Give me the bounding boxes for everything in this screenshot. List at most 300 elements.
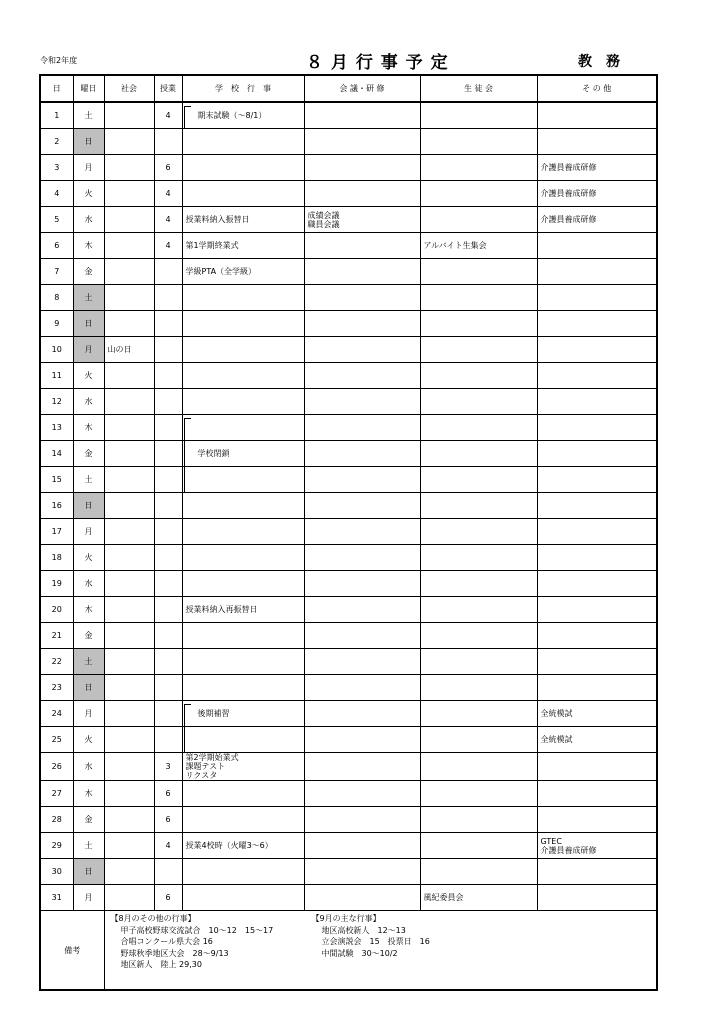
day-cell	[40, 467, 73, 493]
social-cell	[104, 467, 154, 493]
social-cell	[104, 781, 154, 807]
other-cell	[537, 781, 657, 807]
school-event-cell	[182, 701, 304, 727]
meeting-cell	[304, 102, 420, 129]
classes-cell	[154, 311, 182, 337]
table-row	[40, 701, 657, 727]
student-council-cell	[420, 833, 537, 859]
col-header-classes: 授業	[154, 75, 182, 102]
classes-cell	[154, 675, 182, 701]
notes-august-list	[111, 913, 274, 971]
social-cell	[104, 337, 154, 363]
student-council-cell	[420, 859, 537, 885]
fiscal-year-label: 令和2年度	[40, 56, 78, 65]
notes-cell	[104, 911, 657, 991]
weekday-cell-text: 土	[84, 111, 93, 120]
weekday-cell	[73, 807, 104, 833]
other-cell	[537, 259, 657, 285]
meeting-cell	[304, 337, 420, 363]
school-event-cell	[182, 207, 304, 233]
social-cell	[104, 259, 154, 285]
student-council-cell	[420, 623, 537, 649]
day-cell-text: 13	[51, 423, 62, 432]
student-council-cell	[420, 545, 537, 571]
weekday-cell-text: 月	[84, 527, 93, 536]
classes-cell	[154, 155, 182, 181]
meeting-cell	[304, 363, 420, 389]
student-council-cell	[420, 311, 537, 337]
weekday-cell-text: 日	[84, 683, 93, 692]
weekday-cell-text: 日	[84, 319, 93, 328]
table-row	[40, 233, 657, 259]
notes-august-item: 合唱コンクール県大会 16	[120, 937, 213, 946]
social-cell	[104, 545, 154, 571]
other-cell	[537, 389, 657, 415]
table-row	[40, 727, 657, 753]
meeting-cell	[304, 311, 420, 337]
school-event-cell	[182, 781, 304, 807]
other-cell	[537, 545, 657, 571]
weekday-cell	[73, 181, 104, 207]
notes-label-text: 備考	[64, 945, 81, 955]
weekday-cell	[73, 311, 104, 337]
table-row	[40, 129, 657, 155]
social-cell	[104, 155, 154, 181]
school-event-cell	[182, 885, 304, 911]
day-cell-text: 28	[51, 815, 62, 824]
day-cell-text: 26	[51, 762, 62, 771]
classes-cell-text: 3	[165, 762, 171, 771]
classes-cell-text: 6	[165, 893, 171, 902]
student-council-cell	[420, 259, 537, 285]
other-cell	[537, 415, 657, 441]
school-event-cell	[182, 389, 304, 415]
weekday-cell	[73, 727, 104, 753]
student-council-cell	[420, 363, 537, 389]
classes-cell	[154, 102, 182, 129]
other-cell	[537, 493, 657, 519]
weekday-cell-text: 金	[84, 267, 93, 276]
school-event-cell	[182, 545, 304, 571]
school-event-cell-text: 期末試験（～8/1）	[197, 111, 267, 120]
day-cell	[40, 181, 73, 207]
student-council-cell	[420, 727, 537, 753]
day-cell-text: 17	[51, 527, 62, 536]
day-cell	[40, 807, 73, 833]
weekday-cell-text: 日	[84, 501, 93, 510]
table-row	[40, 833, 657, 859]
classes-cell	[154, 389, 182, 415]
table-row	[40, 155, 657, 181]
student-council-cell	[420, 649, 537, 675]
other-cell	[537, 311, 657, 337]
student-council-cell	[420, 781, 537, 807]
meeting-cell	[304, 727, 420, 753]
other-cell	[537, 363, 657, 389]
weekday-cell	[73, 233, 104, 259]
day-cell-text: 9	[54, 319, 60, 328]
school-event-cell-text: 第2学期始業式 課題テスト リクスタ	[185, 753, 239, 780]
weekday-cell	[73, 102, 104, 129]
day-cell	[40, 833, 73, 859]
other-cell-text: 全統模試	[540, 735, 573, 744]
day-cell-text: 21	[51, 631, 62, 640]
social-cell	[104, 675, 154, 701]
school-event-cell	[182, 233, 304, 259]
school-event-cell	[182, 571, 304, 597]
student-council-cell	[420, 129, 537, 155]
col-header-social: 社会	[104, 75, 154, 102]
notes-august-heading: 【8月のその他の行事】	[110, 914, 196, 923]
day-cell	[40, 493, 73, 519]
day-cell-text: 7	[54, 267, 60, 276]
school-event-cell	[182, 519, 304, 545]
table-row	[40, 493, 657, 519]
schedule-table	[39, 74, 658, 991]
school-event-cell	[182, 129, 304, 155]
table-row	[40, 415, 657, 441]
meeting-cell	[304, 597, 420, 623]
weekday-cell	[73, 753, 104, 781]
col-header-weekday: 曜日	[73, 75, 104, 102]
meeting-cell	[304, 807, 420, 833]
classes-cell	[154, 597, 182, 623]
social-cell	[104, 597, 154, 623]
day-cell-text: 18	[51, 553, 62, 562]
student-council-cell	[420, 389, 537, 415]
weekday-cell	[73, 259, 104, 285]
weekday-cell-text: 日	[84, 867, 93, 876]
meeting-cell	[304, 233, 420, 259]
student-council-cell	[420, 597, 537, 623]
day-cell-text: 10	[51, 345, 62, 354]
day-cell	[40, 753, 73, 781]
classes-cell-text: 4	[165, 189, 171, 198]
social-cell	[104, 885, 154, 911]
classes-cell	[154, 519, 182, 545]
classes-cell-text: 6	[165, 815, 171, 824]
student-council-cell	[420, 415, 537, 441]
day-cell-text: 11	[51, 371, 62, 380]
weekday-cell-text: 月	[84, 163, 93, 172]
day-cell-text: 2	[54, 137, 60, 146]
day-cell	[40, 259, 73, 285]
school-event-cell	[182, 833, 304, 859]
student-council-cell	[420, 701, 537, 727]
meeting-cell	[304, 259, 420, 285]
table-row	[40, 207, 657, 233]
other-cell	[537, 807, 657, 833]
notes-september-item: 立会演説会 15 投票日 16	[321, 937, 430, 946]
social-cell	[104, 181, 154, 207]
classes-cell-text: 4	[165, 215, 171, 224]
day-cell	[40, 885, 73, 911]
day-cell-text: 15	[51, 475, 62, 484]
day-cell-text: 5	[54, 215, 60, 224]
day-cell	[40, 102, 73, 129]
social-cell	[104, 519, 154, 545]
weekday-cell-text: 水	[84, 579, 93, 588]
other-cell	[537, 519, 657, 545]
col-header-school-events: 学 校 行 事	[182, 75, 304, 102]
classes-cell	[154, 129, 182, 155]
school-event-cell	[182, 493, 304, 519]
student-council-cell	[420, 102, 537, 129]
meeting-cell	[304, 859, 420, 885]
meeting-cell	[304, 207, 420, 233]
weekday-cell	[73, 833, 104, 859]
bracket-line	[184, 441, 185, 466]
school-event-cell	[182, 807, 304, 833]
table-row	[40, 519, 657, 545]
meeting-cell	[304, 753, 420, 781]
meeting-cell	[304, 675, 420, 701]
school-event-cell	[182, 363, 304, 389]
notes-september-item: 地区高校新人 12～13	[321, 925, 406, 935]
page-title: ８ 月 行 事 予 定	[306, 53, 449, 73]
table-row	[40, 259, 657, 285]
social-cell	[104, 649, 154, 675]
day-cell	[40, 155, 73, 181]
weekday-cell	[73, 155, 104, 181]
student-council-cell	[420, 753, 537, 781]
classes-cell	[154, 623, 182, 649]
table-row	[40, 467, 657, 493]
day-cell	[40, 389, 73, 415]
other-cell	[537, 753, 657, 781]
weekday-cell-text: 月	[84, 345, 93, 354]
weekday-cell	[73, 337, 104, 363]
day-cell-text: 4	[54, 189, 60, 198]
notes-september-item: 中間試験 30～10/2	[321, 948, 398, 958]
school-event-cell	[182, 415, 304, 441]
table-row	[40, 859, 657, 885]
classes-cell	[154, 337, 182, 363]
student-council-cell	[420, 519, 537, 545]
bracket-line	[184, 727, 185, 752]
student-council-cell	[420, 441, 537, 467]
classes-cell	[154, 727, 182, 753]
table-row	[40, 389, 657, 415]
table-row	[40, 781, 657, 807]
school-event-cell-text: 学級PTA（全学級）	[185, 267, 257, 276]
other-cell	[537, 467, 657, 493]
day-cell	[40, 781, 73, 807]
school-event-cell	[182, 597, 304, 623]
school-event-cell	[182, 155, 304, 181]
weekday-cell-text: 火	[84, 189, 93, 198]
day-cell	[40, 649, 73, 675]
weekday-cell	[73, 545, 104, 571]
social-cell	[104, 363, 154, 389]
classes-cell	[154, 285, 182, 311]
bracket-line	[184, 418, 191, 441]
day-cell-text: 31	[51, 893, 62, 902]
day-cell-text: 3	[54, 163, 60, 172]
social-cell	[104, 727, 154, 753]
meeting-cell	[304, 389, 420, 415]
school-event-cell	[182, 181, 304, 207]
social-cell	[104, 389, 154, 415]
col-header-day: 日	[40, 75, 73, 102]
student-council-cell	[420, 337, 537, 363]
classes-cell	[154, 701, 182, 727]
header-row	[40, 75, 657, 102]
day-cell	[40, 727, 73, 753]
day-cell	[40, 311, 73, 337]
weekday-cell	[73, 859, 104, 885]
school-event-cell	[182, 102, 304, 129]
weekday-cell-text: 月	[84, 893, 93, 902]
social-cell	[104, 311, 154, 337]
student-council-cell	[420, 807, 537, 833]
other-cell	[537, 102, 657, 129]
classes-cell-text: 6	[165, 163, 171, 172]
weekday-cell-text: 金	[84, 449, 93, 458]
day-cell	[40, 623, 73, 649]
table-row	[40, 311, 657, 337]
meeting-cell	[304, 493, 420, 519]
day-cell	[40, 415, 73, 441]
classes-cell	[154, 493, 182, 519]
day-cell	[40, 519, 73, 545]
other-cell	[537, 727, 657, 753]
meeting-cell	[304, 467, 420, 493]
other-cell-text: 全統模試	[540, 709, 573, 718]
weekday-cell	[73, 701, 104, 727]
notes-august-item: 地区新人 陸上 29,30	[120, 960, 202, 969]
weekday-cell-text: 火	[84, 553, 93, 562]
classes-cell	[154, 207, 182, 233]
notes-label	[40, 911, 104, 991]
day-cell	[40, 207, 73, 233]
student-council-cell	[420, 155, 537, 181]
table-row	[40, 571, 657, 597]
day-cell-text: 29	[51, 841, 62, 850]
other-cell	[537, 181, 657, 207]
weekday-cell-text: 月	[84, 709, 93, 718]
school-event-cell	[182, 859, 304, 885]
student-council-cell	[420, 181, 537, 207]
student-council-cell	[420, 493, 537, 519]
day-cell	[40, 233, 73, 259]
other-cell-text: GTEC 介護員養成研修	[540, 836, 597, 855]
meeting-cell	[304, 155, 420, 181]
weekday-cell-text: 金	[84, 815, 93, 824]
social-cell	[104, 102, 154, 129]
day-cell	[40, 675, 73, 701]
classes-cell-text: 6	[165, 789, 171, 798]
social-cell	[104, 493, 154, 519]
day-cell	[40, 571, 73, 597]
school-event-cell	[182, 649, 304, 675]
meeting-cell	[304, 415, 420, 441]
school-event-cell-text: 授業料納入振替日	[185, 215, 250, 224]
weekday-cell-text: 土	[84, 657, 93, 666]
school-event-cell-text: 学校閉鎖	[197, 449, 230, 458]
classes-cell	[154, 233, 182, 259]
classes-cell	[154, 885, 182, 911]
day-cell	[40, 441, 73, 467]
weekday-cell-text: 火	[84, 735, 93, 744]
day-cell-text: 27	[51, 789, 62, 798]
bracket-line	[184, 467, 185, 492]
other-cell	[537, 207, 657, 233]
meeting-cell	[304, 571, 420, 597]
social-cell	[104, 859, 154, 885]
weekday-cell-text: 日	[84, 137, 93, 146]
social-cell	[104, 441, 154, 467]
table-row	[40, 807, 657, 833]
other-cell	[537, 285, 657, 311]
school-event-cell	[182, 753, 304, 781]
table-row	[40, 285, 657, 311]
other-cell	[537, 623, 657, 649]
meeting-cell	[304, 885, 420, 911]
day-cell	[40, 701, 73, 727]
meeting-cell	[304, 181, 420, 207]
meeting-cell	[304, 623, 420, 649]
day-cell	[40, 597, 73, 623]
day-cell	[40, 545, 73, 571]
day-cell-text: 22	[51, 657, 62, 666]
classes-cell-text: 4	[165, 241, 171, 250]
weekday-cell	[73, 207, 104, 233]
meeting-cell	[304, 129, 420, 155]
table-row	[40, 597, 657, 623]
table-row	[40, 441, 657, 467]
notes-september-heading: 【9月の主な行事】	[311, 914, 381, 923]
weekday-cell	[73, 675, 104, 701]
social-cell	[104, 833, 154, 859]
table-row	[40, 545, 657, 571]
weekday-cell-text: 火	[84, 371, 93, 380]
day-cell	[40, 337, 73, 363]
day-cell-text: 14	[51, 449, 62, 458]
weekday-cell-text: 木	[84, 423, 93, 432]
notes-august-item: 甲子高校野球交流試合 10～12 15～17	[120, 925, 274, 935]
bracket-line	[184, 704, 191, 727]
student-council-cell	[420, 885, 537, 911]
table-row	[40, 181, 657, 207]
student-council-cell	[420, 467, 537, 493]
weekday-cell-text: 土	[84, 841, 93, 850]
classes-cell	[154, 181, 182, 207]
social-cell	[104, 807, 154, 833]
department-label: 教 務	[578, 54, 620, 70]
school-event-cell-text: 後期補習	[197, 709, 230, 718]
other-cell	[537, 885, 657, 911]
classes-cell	[154, 571, 182, 597]
meeting-cell	[304, 285, 420, 311]
other-cell	[537, 597, 657, 623]
day-cell-text: 30	[51, 867, 62, 876]
weekday-cell-text: 木	[84, 789, 93, 798]
table-row	[40, 102, 657, 129]
weekday-cell	[73, 649, 104, 675]
social-cell	[104, 415, 154, 441]
weekday-cell	[73, 467, 104, 493]
other-cell	[537, 337, 657, 363]
notes-september-list	[312, 913, 430, 959]
social-cell	[104, 701, 154, 727]
weekday-cell-text: 土	[84, 475, 93, 484]
day-cell-text: 25	[51, 735, 62, 744]
meeting-cell-text: 成績会議 職員会議	[307, 210, 340, 229]
weekday-cell	[73, 129, 104, 155]
notes-row	[40, 911, 657, 991]
other-cell	[537, 701, 657, 727]
